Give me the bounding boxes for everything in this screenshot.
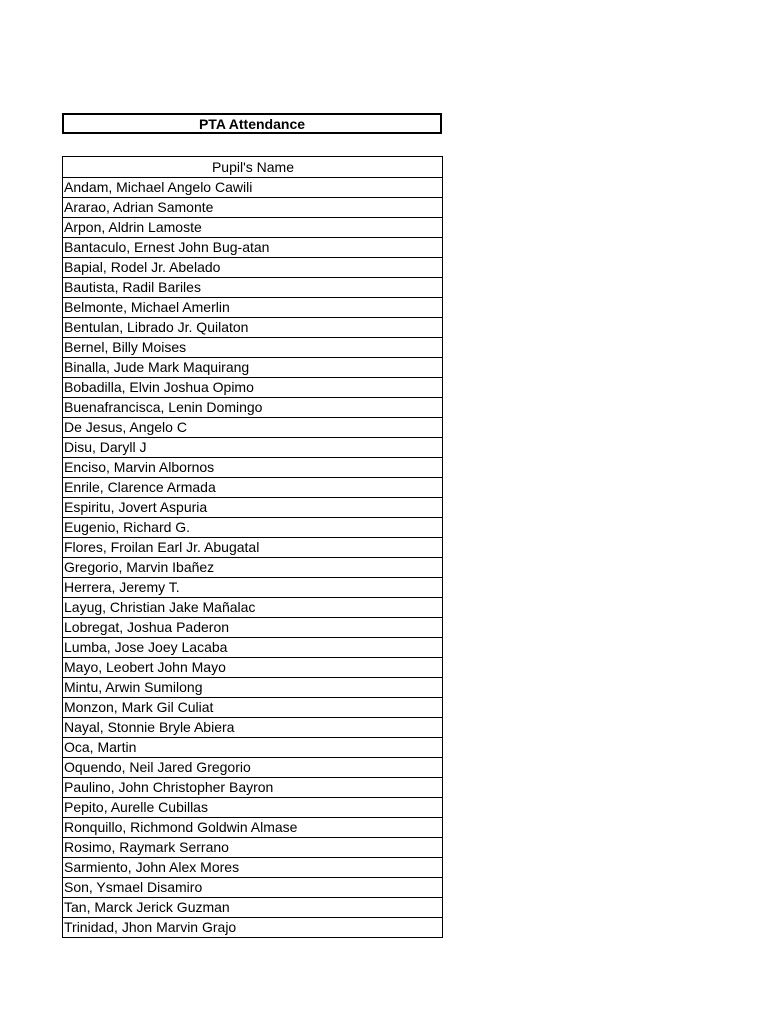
pupil-name-cell: Trinidad, Jhon Marvin Grajo [63,918,443,938]
pupil-name-cell: Gregorio, Marvin Ibañez [63,558,443,578]
table-row [63,758,443,778]
pupil-name-cell: Belmonte, Michael Amerlin [63,298,443,318]
table-row [63,218,443,238]
pupil-name-cell: Bapial, Rodel Jr. Abelado [63,258,443,278]
table-row [63,718,443,738]
table-row [63,858,443,878]
pupil-name-cell: Enrile, Clarence Armada [63,478,443,498]
pupil-name-cell: Flores, Froilan Earl Jr. Abugatal [63,538,443,558]
pupil-name-cell: Sarmiento, John Alex Mores [63,858,443,878]
pupil-name-cell: Mayo, Leobert John Mayo [63,658,443,678]
table-row [63,918,443,938]
pupil-name-cell: Mintu, Arwin Sumilong [63,678,443,698]
pupil-name-cell: Disu, Daryll J [63,438,443,458]
table-row [63,658,443,678]
pupil-name-cell: Oca, Martin [63,738,443,758]
pupil-name-cell: Nayal, Stonnie Bryle Abiera [63,718,443,738]
table-row [63,258,443,278]
pupil-name-cell: Bautista, Radil Bariles [63,278,443,298]
pupil-name-cell: Ronquillo, Richmond Goldwin Almase [63,818,443,838]
table-row [63,298,443,318]
table-row [63,638,443,658]
pupil-name-cell: Bentulan, Librado Jr. Quilaton [63,318,443,338]
table-row [63,678,443,698]
pupil-name-cell: Pepito, Aurelle Cubillas [63,798,443,818]
table-header-row [63,157,443,178]
table-row [63,418,443,438]
table-body [63,178,443,938]
table-row [63,178,443,198]
attendance-table [62,156,443,938]
table-row [63,358,443,378]
table-row [63,478,443,498]
pupil-name-cell: Tan, Marck Jerick Guzman [63,898,443,918]
table-row [63,778,443,798]
table-row [63,378,443,398]
pupil-name-cell: Layug, Christian Jake Mañalac [63,598,443,618]
table-row [63,278,443,298]
pupil-name-cell: Herrera, Jeremy T. [63,578,443,598]
pupil-name-cell: Monzon, Mark Gil Culiat [63,698,443,718]
table-row [63,738,443,758]
pupil-name-cell: De Jesus, Angelo C [63,418,443,438]
table-row [63,398,443,418]
pupil-name-cell: Ararao, Adrian Samonte [63,198,443,218]
table-row [63,338,443,358]
column-header-pupil-name: Pupil's Name [63,157,443,178]
pupil-name-cell: Espiritu, Jovert Aspuria [63,498,443,518]
pupil-name-cell: Son, Ysmael Disamiro [63,878,443,898]
table-row [63,618,443,638]
pupil-name-cell: Bobadilla, Elvin Joshua Opimo [63,378,443,398]
pupil-name-cell: Buenafrancisca, Lenin Domingo [63,398,443,418]
table-row [63,898,443,918]
pupil-name-cell: Andam, Michael Angelo Cawili [63,178,443,198]
table-row [63,578,443,598]
pupil-name-cell: Lumba, Jose Joey Lacaba [63,638,443,658]
pupil-name-cell: Enciso, Marvin Albornos [63,458,443,478]
table-row [63,538,443,558]
table-row [63,798,443,818]
pupil-name-cell: Lobregat, Joshua Paderon [63,618,443,638]
page-title: PTA Attendance [62,113,442,134]
table-row [63,518,443,538]
table-row [63,698,443,718]
table-row [63,238,443,258]
pupil-name-cell: Bantaculo, Ernest John Bug-atan [63,238,443,258]
table-row [63,598,443,618]
table-row [63,558,443,578]
table-row [63,818,443,838]
table-row [63,198,443,218]
pupil-name-cell: Eugenio, Richard G. [63,518,443,538]
pupil-name-cell: Bernel, Billy Moises [63,338,443,358]
table-row [63,438,443,458]
table-row [63,318,443,338]
table-row [63,838,443,858]
pupil-name-cell: Rosimo, Raymark Serrano [63,838,443,858]
pupil-name-cell: Oquendo, Neil Jared Gregorio [63,758,443,778]
table-row [63,458,443,478]
table-row [63,498,443,518]
pupil-name-cell: Paulino, John Christopher Bayron [63,778,443,798]
table-row [63,878,443,898]
pupil-name-cell: Binalla, Jude Mark Maquirang [63,358,443,378]
pupil-name-cell: Arpon, Aldrin Lamoste [63,218,443,238]
